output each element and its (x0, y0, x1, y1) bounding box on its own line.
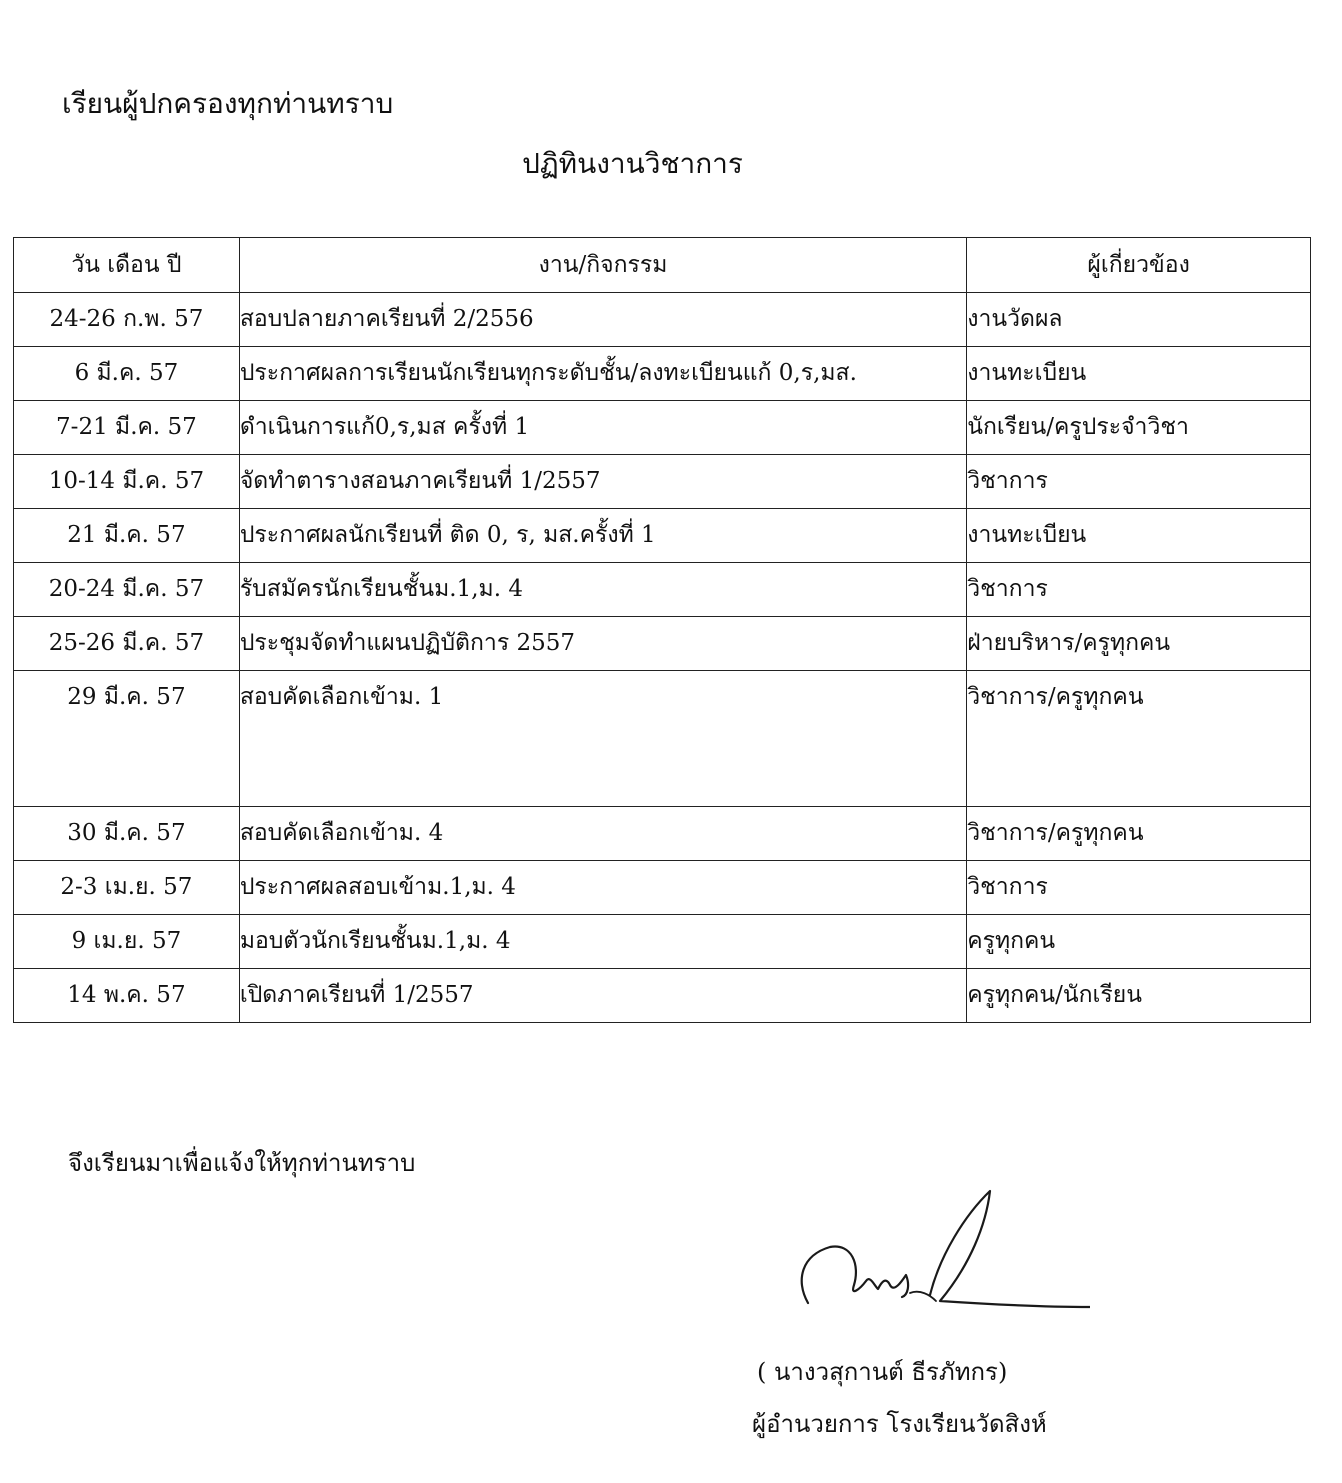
schedule-table (13, 237, 1311, 1023)
row-activity: สอบปลายภาคเรียนที่ 2/2556 (239, 293, 966, 347)
table-row (14, 509, 1311, 563)
column-header-responsible: ผู้เกี่ยวข้อง (967, 238, 1311, 293)
row-date: 29 มี.ค. 57 (14, 671, 240, 807)
row-activity: เปิดภาคเรียนที่ 1/2557 (239, 969, 966, 1023)
row-activity: ประกาศผลนักเรียนที่ ติด 0, ร, มส.ครั้งที่ 1 (239, 509, 966, 563)
row-responsible: ฝ่ายบริหาร/ครูทุกคน (967, 617, 1311, 671)
row-activity: ดำเนินการแก้0,ร,มส ครั้งที่ 1 (239, 401, 966, 455)
row-date: 30 มี.ค. 57 (14, 807, 240, 861)
row-activity: สอบคัดเลือกเข้าม. 4 (239, 807, 966, 861)
row-date: 21 มี.ค. 57 (14, 509, 240, 563)
row-responsible: วิชาการ (967, 455, 1311, 509)
row-responsible: งานทะเบียน (967, 509, 1311, 563)
row-date: 25-26 มี.ค. 57 (14, 617, 240, 671)
table-row (14, 969, 1311, 1023)
table-row (14, 617, 1311, 671)
row-responsible: งานวัดผล (967, 293, 1311, 347)
signer-title: ผู้อำนวยการ โรงเรียนวัดสิงห์ (752, 1410, 1047, 1438)
table-row (14, 401, 1311, 455)
row-date: 7-21 มี.ค. 57 (14, 401, 240, 455)
row-responsible: วิชาการ (967, 563, 1311, 617)
row-activity: สอบคัดเลือกเข้าม. 1 (239, 671, 966, 807)
signer-name: ( นางวสุกานต์ ธีรภัทกร) (757, 1358, 1008, 1386)
row-date: 14 พ.ค. 57 (14, 969, 240, 1023)
row-responsible: ครูทุกคน/นักเรียน (967, 969, 1311, 1023)
row-responsible: วิชาการ/ครูทุกคน (967, 807, 1311, 861)
table-row (14, 347, 1311, 401)
row-activity: มอบตัวนักเรียนชั้นม.1,ม. 4 (239, 915, 966, 969)
row-date: 9 เม.ย. 57 (14, 915, 240, 969)
row-responsible: ครูทุกคน (967, 915, 1311, 969)
table-row (14, 861, 1311, 915)
row-date: 6 มี.ค. 57 (14, 347, 240, 401)
handwritten-signature (790, 1185, 1090, 1315)
table-row (14, 807, 1311, 861)
row-responsible: นักเรียน/ครูประจำวิชา (967, 401, 1311, 455)
row-activity: ประกาศผลการเรียนนักเรียนทุกระดับชั้น/ลงทะเบียนแก้ 0,ร,มส. (239, 347, 966, 401)
column-header-date: วัน เดือน ปี (14, 238, 240, 293)
row-date: 2-3 เม.ย. 57 (14, 861, 240, 915)
table-row (14, 455, 1311, 509)
row-activity: ประชุมจัดทำแผนปฏิบัติการ 2557 (239, 617, 966, 671)
row-responsible: งานทะเบียน (967, 347, 1311, 401)
row-activity: จัดทำตารางสอนภาคเรียนที่ 1/2557 (239, 455, 966, 509)
column-header-activity: งาน/กิจกรรม (239, 238, 966, 293)
document-title: ปฏิทินงานวิชาการ (522, 147, 743, 180)
table-row (14, 563, 1311, 617)
row-date: 20-24 มี.ค. 57 (14, 563, 240, 617)
row-date: 24-26 ก.พ. 57 (14, 293, 240, 347)
table-header-row (14, 238, 1311, 293)
table-row (14, 671, 1311, 807)
row-activity: ประกาศผลสอบเข้าม.1,ม. 4 (239, 861, 966, 915)
row-responsible: วิชาการ (967, 861, 1311, 915)
greeting: เรียนผู้ปกครองทุกท่านทราบ (62, 87, 394, 120)
closing-sentence: จึงเรียนมาเพื่อแจ้งให้ทุกท่านทราบ (68, 1149, 416, 1177)
table-row (14, 293, 1311, 347)
row-responsible: วิชาการ/ครูทุกคน (967, 671, 1311, 807)
table-row (14, 915, 1311, 969)
row-activity: รับสมัครนักเรียนชั้นม.1,ม. 4 (239, 563, 966, 617)
row-date: 10-14 มี.ค. 57 (14, 455, 240, 509)
